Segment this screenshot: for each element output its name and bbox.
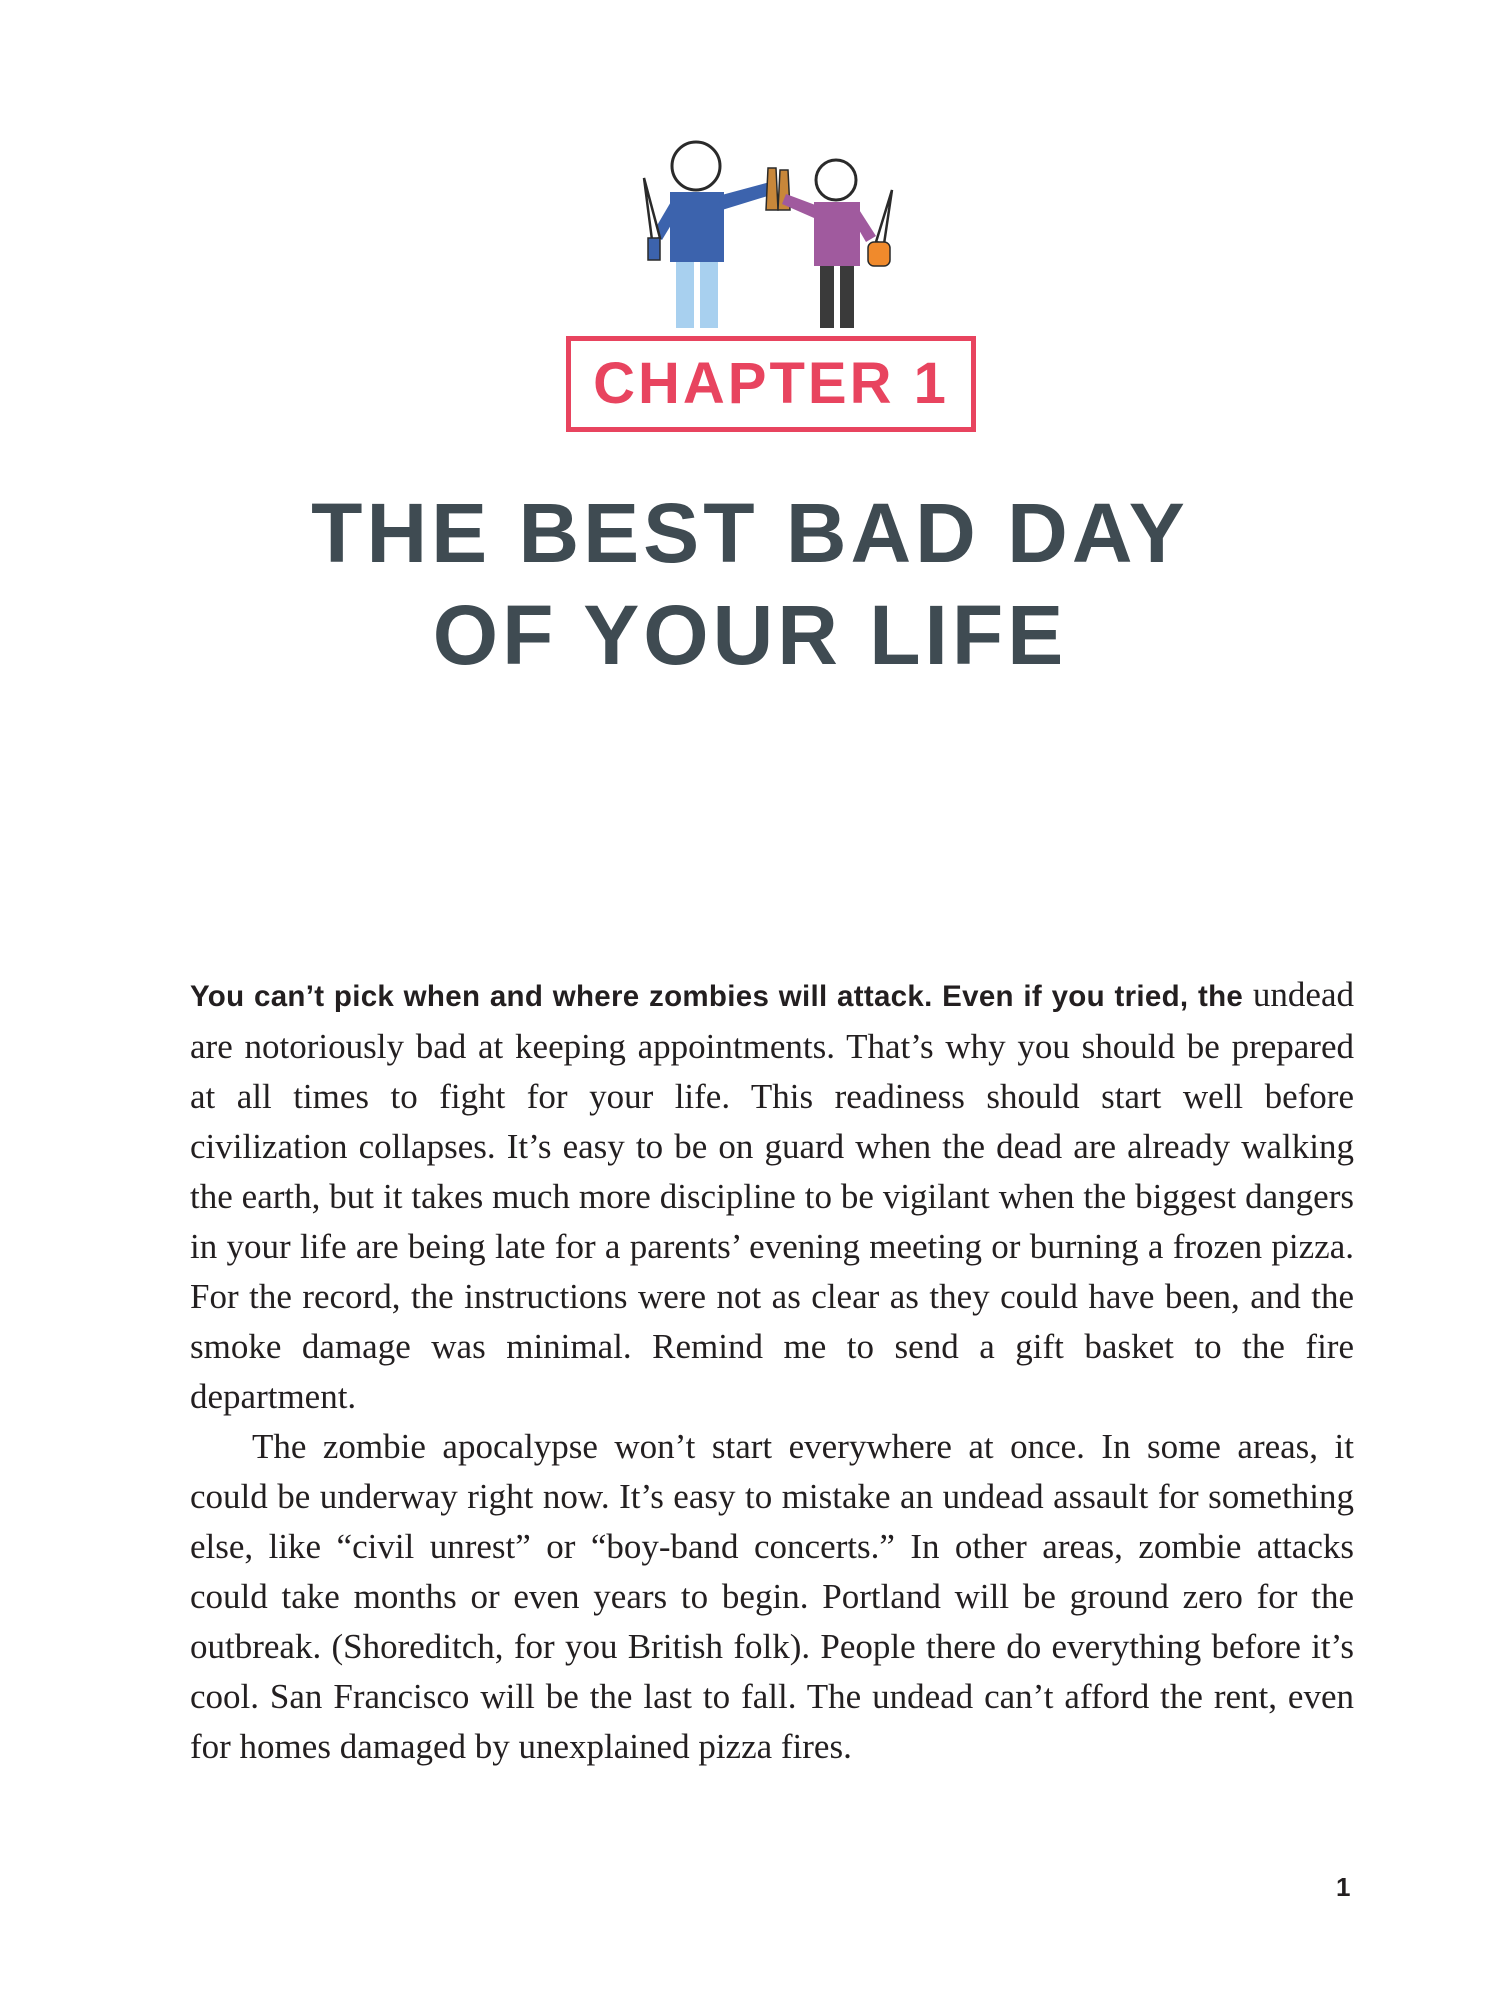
lead-in-text: You can’t pick when and where zombies will attack. Even if you tried, the (190, 980, 1244, 1013)
chapter-label: CHAPTER 1 (593, 351, 949, 416)
paragraph-1 (190, 970, 1354, 1422)
body-text (190, 970, 1354, 1772)
chapter-title (0, 482, 1500, 686)
paragraph-2: The zombie apocalypse won’t start everywhere at once. In some areas, it could be underway right now. It’s easy to mistake an undead assault for something else, like “civil unrest” or “boy-band concerts.” In other areas, zombie attacks could take months or even years to begin. Portland will be ground zero for the outbreak. (Shoreditch, for you British folk). People there do everything before it’s cool. San Francisco will be the last to fall. The undead can’t afford the rent, even for homes damaged by unexplained pizza fires. (190, 1427, 1354, 1766)
chapter-title-line-1: THE BEST BAD DAY (311, 486, 1189, 580)
paragraph-1-text: undead are notoriously bad at keeping appointments. That’s why you should be prepared at all times to fight for your life. This readiness should start well before civilization collapses. It’s easy to be on guard when the dead are already walking the earth, but it takes much more discipline to be vigilant when the biggest dangers in your life are being late for a parents’ evening meeting or burning a frozen pizza. For the record, the instructions were not as clear as they could have been, and the smoke damage was minimal. Remind me to send a gift basket to the fire department. (190, 975, 1354, 1416)
two-figures-high-five-with-knives-icon (600, 138, 940, 338)
chapter-title-line-2: OF YOUR LIFE (432, 588, 1068, 682)
chapter-label-box (566, 336, 976, 432)
page-number: 1 (1336, 1872, 1351, 1902)
chapter-illustration (600, 138, 940, 338)
